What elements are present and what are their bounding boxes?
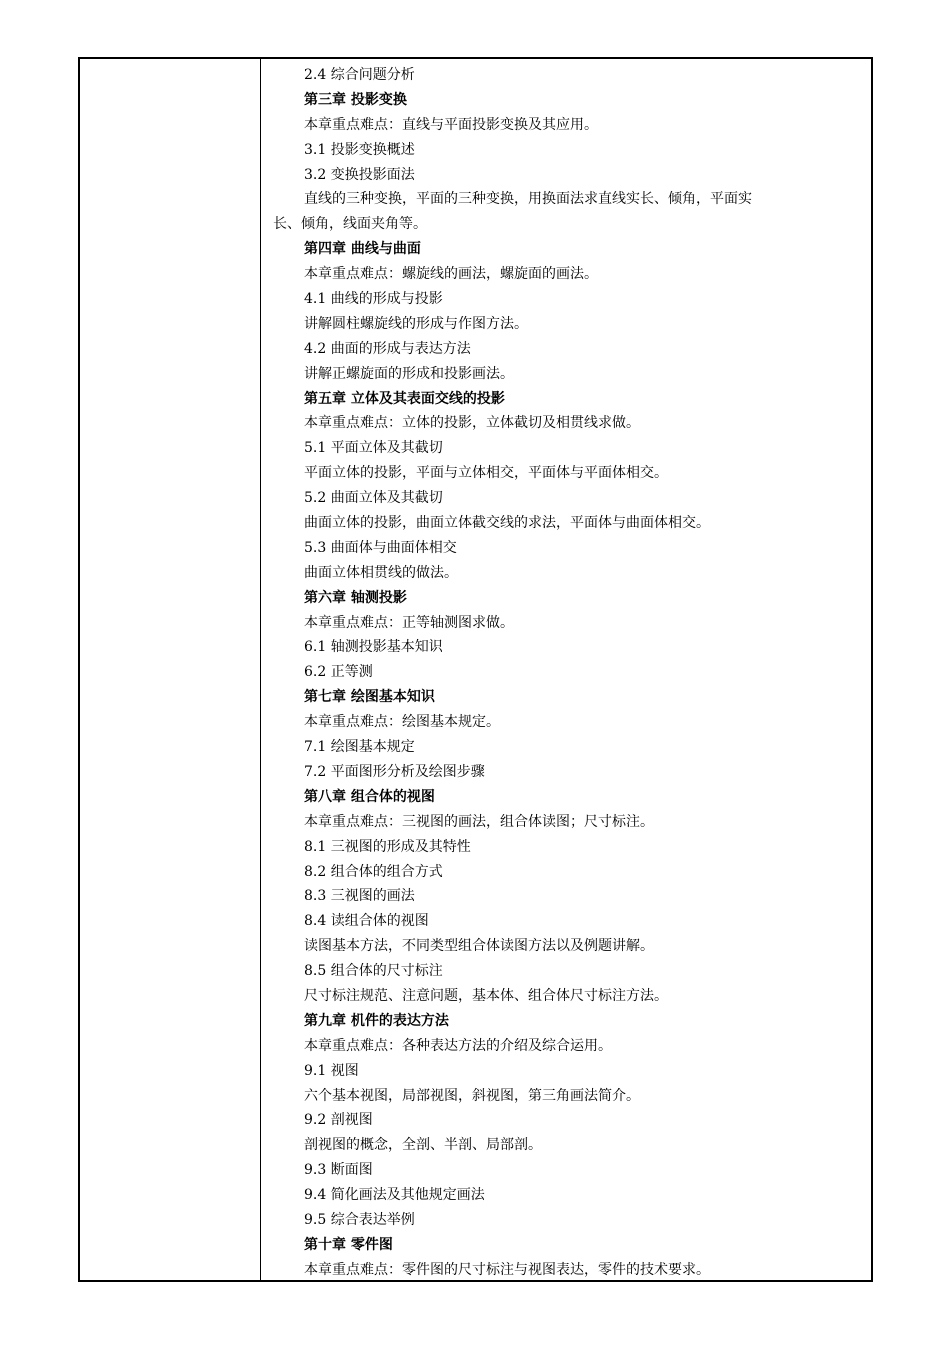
body-text-line: 曲面立体的投影，曲面立体截交线的求法，平面体与曲面体相交。 bbox=[304, 515, 710, 532]
syllabus-table bbox=[78, 57, 873, 1282]
section-item: 5.2 曲面立体及其截切 bbox=[304, 490, 443, 507]
body-text-line: 本章重点难点：各种表达方法的介绍及综合运用。 bbox=[304, 1037, 612, 1054]
section-item: 4.2 曲面的形成与表达方法 bbox=[304, 340, 471, 357]
section-item: 8.1 三视图的形成及其特性 bbox=[304, 838, 471, 855]
body-text-line: 直线的三种变换，平面的三种变换，用换面法求直线实长、倾角，平面实 bbox=[304, 191, 752, 208]
body-text-line: 本章重点难点：绘图基本规定。 bbox=[304, 714, 500, 731]
left-column-cell bbox=[80, 59, 261, 1280]
section-item: 7.2 平面图形分析及绘图步骤 bbox=[304, 763, 485, 780]
section-item: 9.2 剖视图 bbox=[304, 1112, 373, 1129]
section-item: 9.3 断面图 bbox=[304, 1162, 373, 1179]
chapter-heading: 第六章 轴测投影 bbox=[304, 589, 407, 606]
body-text-line: 尺寸标注规范、注意问题，基本体、组合体尺寸标注方法。 bbox=[304, 987, 668, 1004]
section-item: 8.2 组合体的组合方式 bbox=[304, 863, 443, 880]
section-item: 9.1 视图 bbox=[304, 1062, 359, 1079]
section-item: 4.1 曲线的形成与投影 bbox=[304, 291, 443, 308]
section-item: 8.5 组合体的尺寸标注 bbox=[304, 963, 443, 980]
chapter-heading: 第八章 组合体的视图 bbox=[304, 788, 435, 805]
body-text-line: 剖视图的概念，全剖、半剖、局部剖。 bbox=[304, 1137, 542, 1154]
chapter-heading: 第四章 曲线与曲面 bbox=[304, 241, 421, 258]
section-item: 2.4 综合问题分析 bbox=[304, 67, 415, 83]
body-text-line: 平面立体的投影，平面与立体相交，平面体与平面体相交。 bbox=[304, 465, 668, 482]
body-text-line: 本章重点难点：立体的投影，立体截切及相贯线求做。 bbox=[304, 415, 640, 432]
body-text-line: 本章重点难点：正等轴测图求做。 bbox=[304, 614, 514, 631]
section-item: 3.2 变换投影面法 bbox=[304, 166, 415, 183]
content-cell bbox=[262, 63, 861, 1283]
body-text-line: 讲解正螺旋面的形成和投影画法。 bbox=[304, 365, 514, 382]
chapter-heading: 第十章 零件图 bbox=[304, 1236, 393, 1253]
section-item: 5.3 曲面体与曲面体相交 bbox=[304, 539, 457, 556]
chapter-heading: 第七章 绘图基本知识 bbox=[304, 689, 435, 706]
body-text-line: 本章重点难点：三视图的画法，组合体读图；尺寸标注。 bbox=[304, 813, 654, 830]
body-text-line: 六个基本视图，局部视图，斜视图，第三角画法简介。 bbox=[304, 1087, 640, 1104]
section-item: 9.4 简化画法及其他规定画法 bbox=[304, 1187, 485, 1204]
body-text-line: 本章重点难点：直线与平面投影变换及其应用。 bbox=[304, 116, 598, 133]
chapter-heading: 第九章 机件的表达方法 bbox=[304, 1012, 449, 1029]
section-item: 6.2 正等测 bbox=[304, 664, 373, 681]
body-text-line: 讲解圆柱螺旋线的形成与作图方法。 bbox=[304, 315, 528, 332]
section-item: 5.1 平面立体及其截切 bbox=[304, 440, 443, 457]
section-item: 8.4 读组合体的视图 bbox=[304, 913, 429, 930]
chapter-heading: 第五章 立体及其表面交线的投影 bbox=[304, 390, 505, 407]
body-text-line: 曲面立体相贯线的做法。 bbox=[304, 564, 458, 581]
body-text-line: 读图基本方法，不同类型组合体读图方法以及例题讲解。 bbox=[304, 938, 654, 955]
section-item: 8.3 三视图的画法 bbox=[304, 888, 415, 905]
section-item: 7.1 绘图基本规定 bbox=[304, 739, 415, 756]
body-text-line: 本章重点难点：零件图的尺寸标注与视图表达，零件的技术要求。 bbox=[304, 1261, 710, 1278]
body-text-line: 本章重点难点：螺旋线的画法，螺旋面的画法。 bbox=[304, 266, 598, 283]
section-item: 9.5 综合表达举例 bbox=[304, 1211, 415, 1228]
chapter-heading: 第三章 投影变换 bbox=[304, 91, 407, 108]
body-text-line: 长、倾角，线面夹角等。 bbox=[273, 216, 427, 233]
section-item: 3.1 投影变换概述 bbox=[304, 141, 415, 158]
section-item: 6.1 轴测投影基本知识 bbox=[304, 639, 443, 656]
